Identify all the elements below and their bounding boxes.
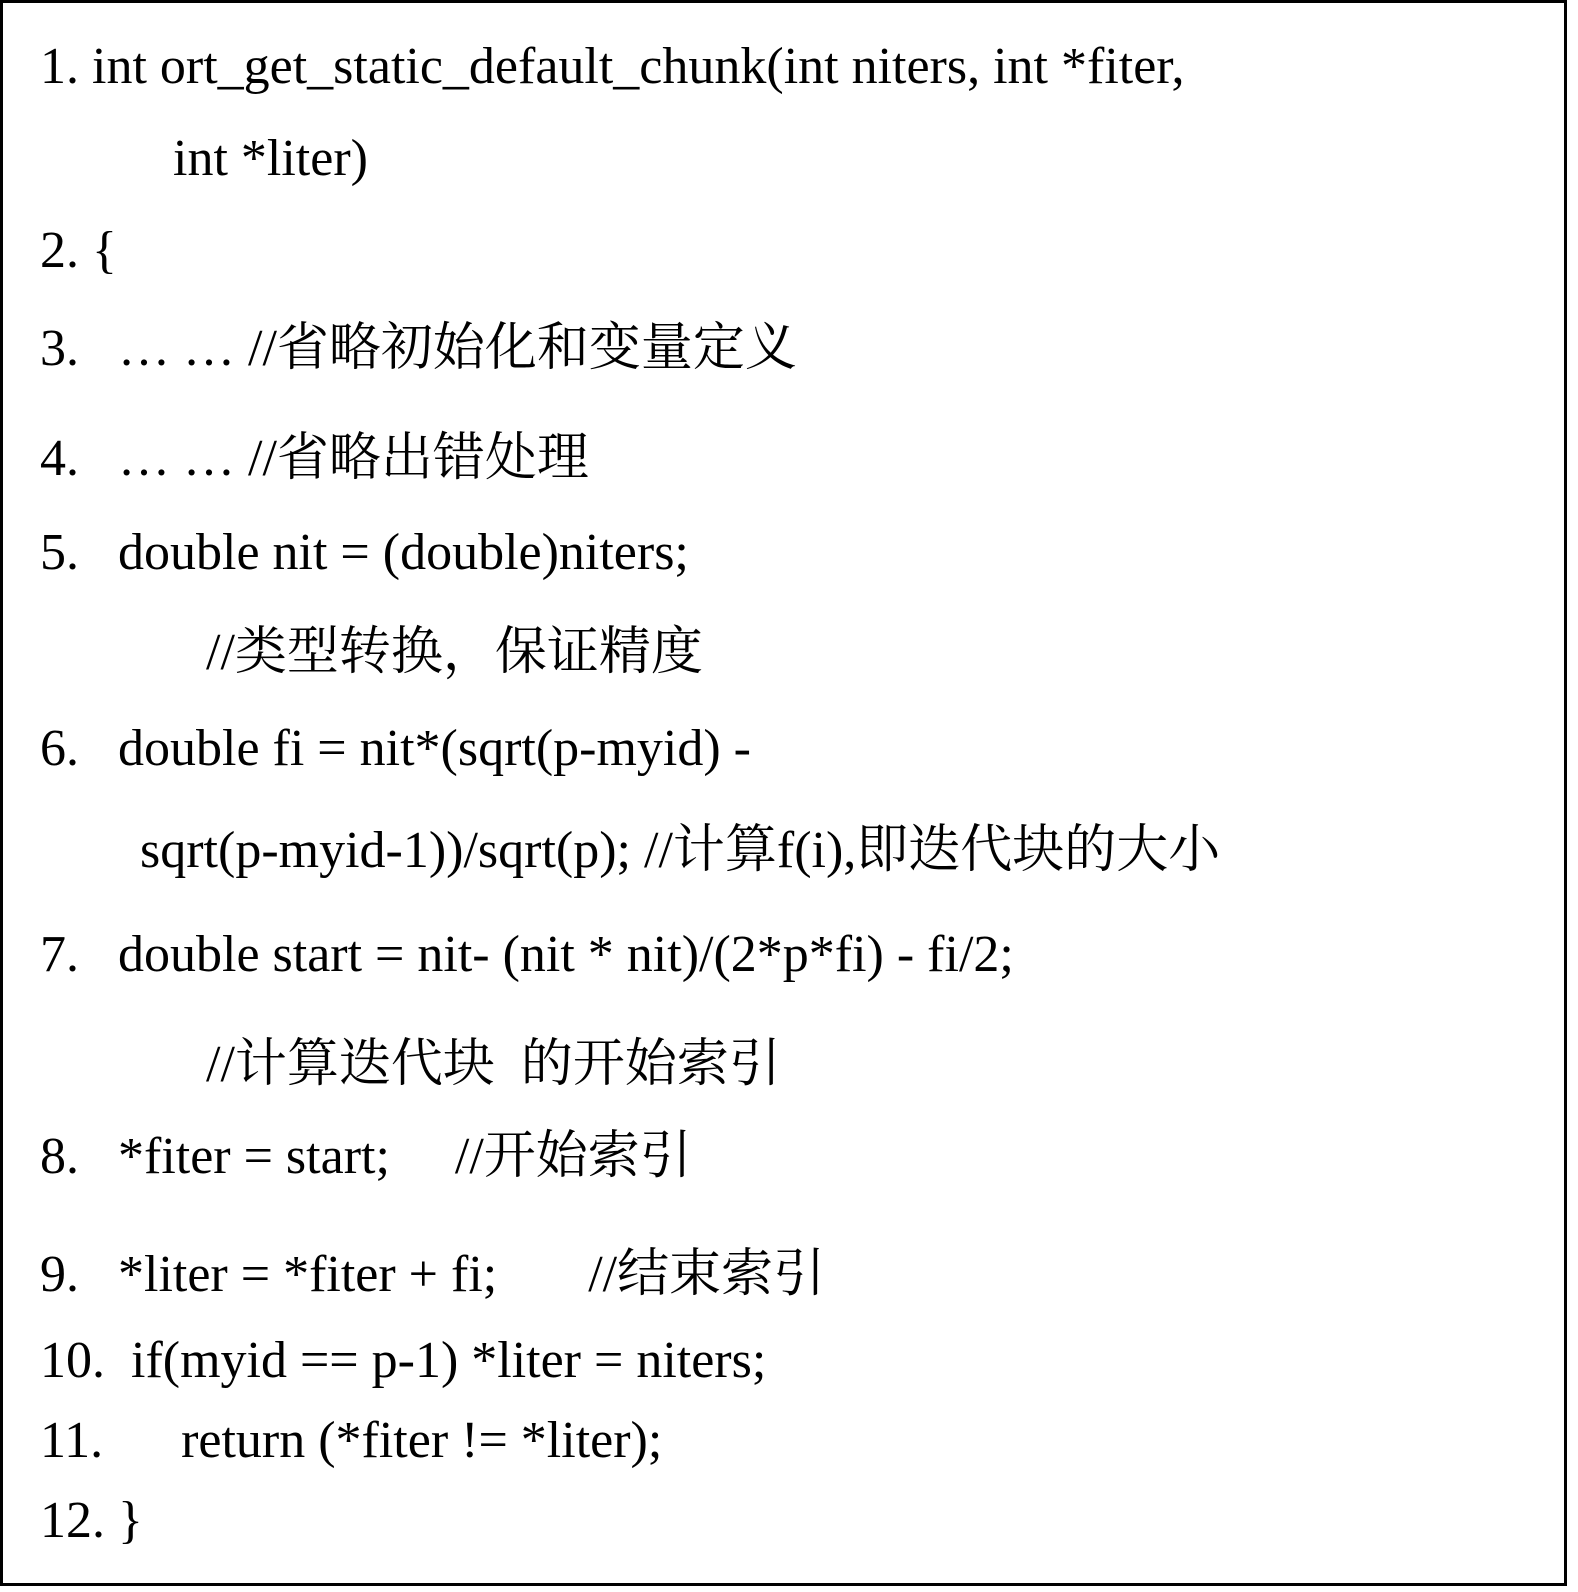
code-line-2: 2. { (40, 222, 117, 279)
code-line-12: 12. } (40, 1492, 143, 1549)
code-line-10: 10. if(myid == p-1) *liter = niters; (40, 1332, 767, 1389)
code-line-9: 9. *liter = *fiter + fi; //结束索引 (40, 1246, 826, 1303)
code-line-6-cont: sqrt(p-myid-1))/sqrt(p); //计算f(i),即迭代块的大小 (140, 822, 1221, 879)
code-line-8: 8. *fiter = start; //开始索引 (40, 1128, 692, 1185)
code-line-7-comment: //计算迭代块 的开始索引 (206, 1036, 781, 1093)
code-line-1: 1. int ort_get_static_default_chunk(int niters, int *fiter, (40, 38, 1185, 95)
code-line-6: 6. double fi = nit*(sqrt(p-myid) - (40, 720, 751, 777)
code-line-1-cont: int *liter) (173, 130, 368, 187)
code-line-7: 7. double start = nit- (nit * nit)/(2*p*fi) - fi/2; (40, 926, 1014, 983)
code-line-4: 4. … … //省略出错处理 (40, 430, 589, 487)
code-line-5-comment: //类型转换，保证精度 (206, 624, 703, 681)
code-line-3: 3. … … //省略初始化和变量定义 (40, 320, 797, 377)
code-line-11: 11. return (*fiter != *liter); (40, 1412, 663, 1469)
code-line-5: 5. double nit = (double)niters; (40, 524, 689, 581)
